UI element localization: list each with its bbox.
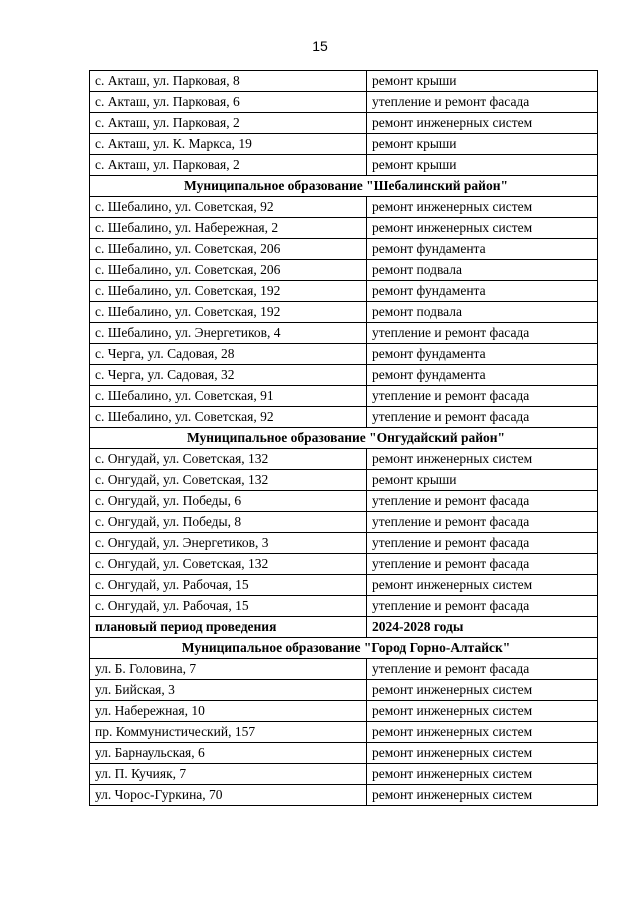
period-label: плановый период проведения: [90, 617, 367, 638]
work-type-cell: ремонт крыши: [367, 155, 598, 176]
table-row: [90, 449, 598, 470]
table-row: [90, 596, 598, 617]
address-cell: с. Онгудай, ул. Победы, 6: [90, 491, 367, 512]
table-row: [90, 764, 598, 785]
table-row: [90, 785, 598, 806]
work-type-cell: ремонт инженерных систем: [367, 764, 598, 785]
address-cell: с. Шебалино, ул. Советская, 206: [90, 260, 367, 281]
work-type-cell: ремонт фундамента: [367, 281, 598, 302]
address-cell: с. Акташ, ул. К. Маркса, 19: [90, 134, 367, 155]
table-row: [90, 659, 598, 680]
address-cell: с. Шебалино, ул. Советская, 92: [90, 407, 367, 428]
address-cell: с. Онгудай, ул. Советская, 132: [90, 554, 367, 575]
address-cell: с. Акташ, ул. Парковая, 2: [90, 113, 367, 134]
work-type-cell: ремонт инженерных систем: [367, 218, 598, 239]
work-type-cell: утепление и ремонт фасада: [367, 92, 598, 113]
table-row: [90, 260, 598, 281]
work-type-cell: ремонт инженерных систем: [367, 197, 598, 218]
table-row: [90, 386, 598, 407]
work-type-cell: ремонт подвала: [367, 302, 598, 323]
section-header-row: [90, 638, 598, 659]
table-row: [90, 71, 598, 92]
work-type-cell: ремонт инженерных систем: [367, 701, 598, 722]
work-type-cell: утепление и ремонт фасада: [367, 596, 598, 617]
address-cell: с. Шебалино, ул. Набережная, 2: [90, 218, 367, 239]
address-cell: ул. Бийская, 3: [90, 680, 367, 701]
address-cell: с. Шебалино, ул. Советская, 192: [90, 302, 367, 323]
work-type-cell: ремонт инженерных систем: [367, 449, 598, 470]
work-type-cell: ремонт фундамента: [367, 344, 598, 365]
address-cell: с. Черга, ул. Садовая, 28: [90, 344, 367, 365]
section-title: Муниципальное образование "Шебалинский район": [90, 176, 598, 197]
address-cell: ул. Чорос-Гуркина, 70: [90, 785, 367, 806]
table-row: [90, 533, 598, 554]
work-type-cell: утепление и ремонт фасада: [367, 533, 598, 554]
address-cell: ул. Барнаульская, 6: [90, 743, 367, 764]
work-type-cell: ремонт крыши: [367, 71, 598, 92]
table-row: [90, 218, 598, 239]
work-type-cell: утепление и ремонт фасада: [367, 323, 598, 344]
table-row: [90, 470, 598, 491]
address-cell: пр. Коммунистический, 157: [90, 722, 367, 743]
address-cell: с. Онгудай, ул. Советская, 132: [90, 449, 367, 470]
work-type-cell: ремонт инженерных систем: [367, 722, 598, 743]
table-row: [90, 197, 598, 218]
work-type-cell: ремонт фундамента: [367, 239, 598, 260]
table-row: [90, 113, 598, 134]
work-type-cell: утепление и ремонт фасада: [367, 386, 598, 407]
planned-period-row: [90, 617, 598, 638]
repair-schedule-table: [89, 70, 598, 806]
address-cell: с. Шебалино, ул. Советская, 206: [90, 239, 367, 260]
section-title: Муниципальное образование "Онгудайский район": [90, 428, 598, 449]
work-type-cell: ремонт крыши: [367, 470, 598, 491]
table-row: [90, 743, 598, 764]
work-type-cell: ремонт фундамента: [367, 365, 598, 386]
work-type-cell: ремонт крыши: [367, 134, 598, 155]
work-type-cell: ремонт инженерных систем: [367, 575, 598, 596]
table-row: [90, 554, 598, 575]
work-type-cell: ремонт инженерных систем: [367, 785, 598, 806]
table-row: [90, 512, 598, 533]
address-cell: с. Шебалино, ул. Советская, 91: [90, 386, 367, 407]
table-row: [90, 281, 598, 302]
work-type-cell: ремонт инженерных систем: [367, 680, 598, 701]
work-type-cell: утепление и ремонт фасада: [367, 659, 598, 680]
address-cell: ул. Б. Головина, 7: [90, 659, 367, 680]
section-header-row: [90, 176, 598, 197]
table-row: [90, 722, 598, 743]
address-cell: с. Черга, ул. Садовая, 32: [90, 365, 367, 386]
address-cell: с. Онгудай, ул. Рабочая, 15: [90, 596, 367, 617]
work-type-cell: ремонт инженерных систем: [367, 743, 598, 764]
table-row: [90, 134, 598, 155]
table-row: [90, 344, 598, 365]
address-cell: с. Акташ, ул. Парковая, 6: [90, 92, 367, 113]
address-cell: с. Шебалино, ул. Советская, 92: [90, 197, 367, 218]
table-row: [90, 92, 598, 113]
address-cell: с. Онгудай, ул. Победы, 8: [90, 512, 367, 533]
address-cell: ул. П. Кучияк, 7: [90, 764, 367, 785]
table-row: [90, 323, 598, 344]
work-type-cell: утепление и ремонт фасада: [367, 491, 598, 512]
address-cell: с. Онгудай, ул. Энергетиков, 3: [90, 533, 367, 554]
section-title: Муниципальное образование "Город Горно-Алтайск": [90, 638, 598, 659]
address-cell: с. Шебалино, ул. Энергетиков, 4: [90, 323, 367, 344]
table-row: [90, 701, 598, 722]
work-type-cell: утепление и ремонт фасада: [367, 554, 598, 575]
table-body: [90, 71, 598, 806]
table-row: [90, 302, 598, 323]
work-type-cell: утепление и ремонт фасада: [367, 512, 598, 533]
table-row: [90, 680, 598, 701]
period-value: 2024-2028 годы: [367, 617, 598, 638]
work-type-cell: утепление и ремонт фасада: [367, 407, 598, 428]
address-cell: с. Шебалино, ул. Советская, 192: [90, 281, 367, 302]
table-row: [90, 491, 598, 512]
table-row: [90, 239, 598, 260]
work-type-cell: ремонт подвала: [367, 260, 598, 281]
address-cell: с. Акташ, ул. Парковая, 2: [90, 155, 367, 176]
table-row: [90, 155, 598, 176]
address-cell: с. Онгудай, ул. Советская, 132: [90, 470, 367, 491]
table-row: [90, 575, 598, 596]
address-cell: ул. Набережная, 10: [90, 701, 367, 722]
address-cell: с. Онгудай, ул. Рабочая, 15: [90, 575, 367, 596]
work-type-cell: ремонт инженерных систем: [367, 113, 598, 134]
address-cell: с. Акташ, ул. Парковая, 8: [90, 71, 367, 92]
table-row: [90, 407, 598, 428]
section-header-row: [90, 428, 598, 449]
table-row: [90, 365, 598, 386]
page-number: 15: [312, 38, 328, 54]
